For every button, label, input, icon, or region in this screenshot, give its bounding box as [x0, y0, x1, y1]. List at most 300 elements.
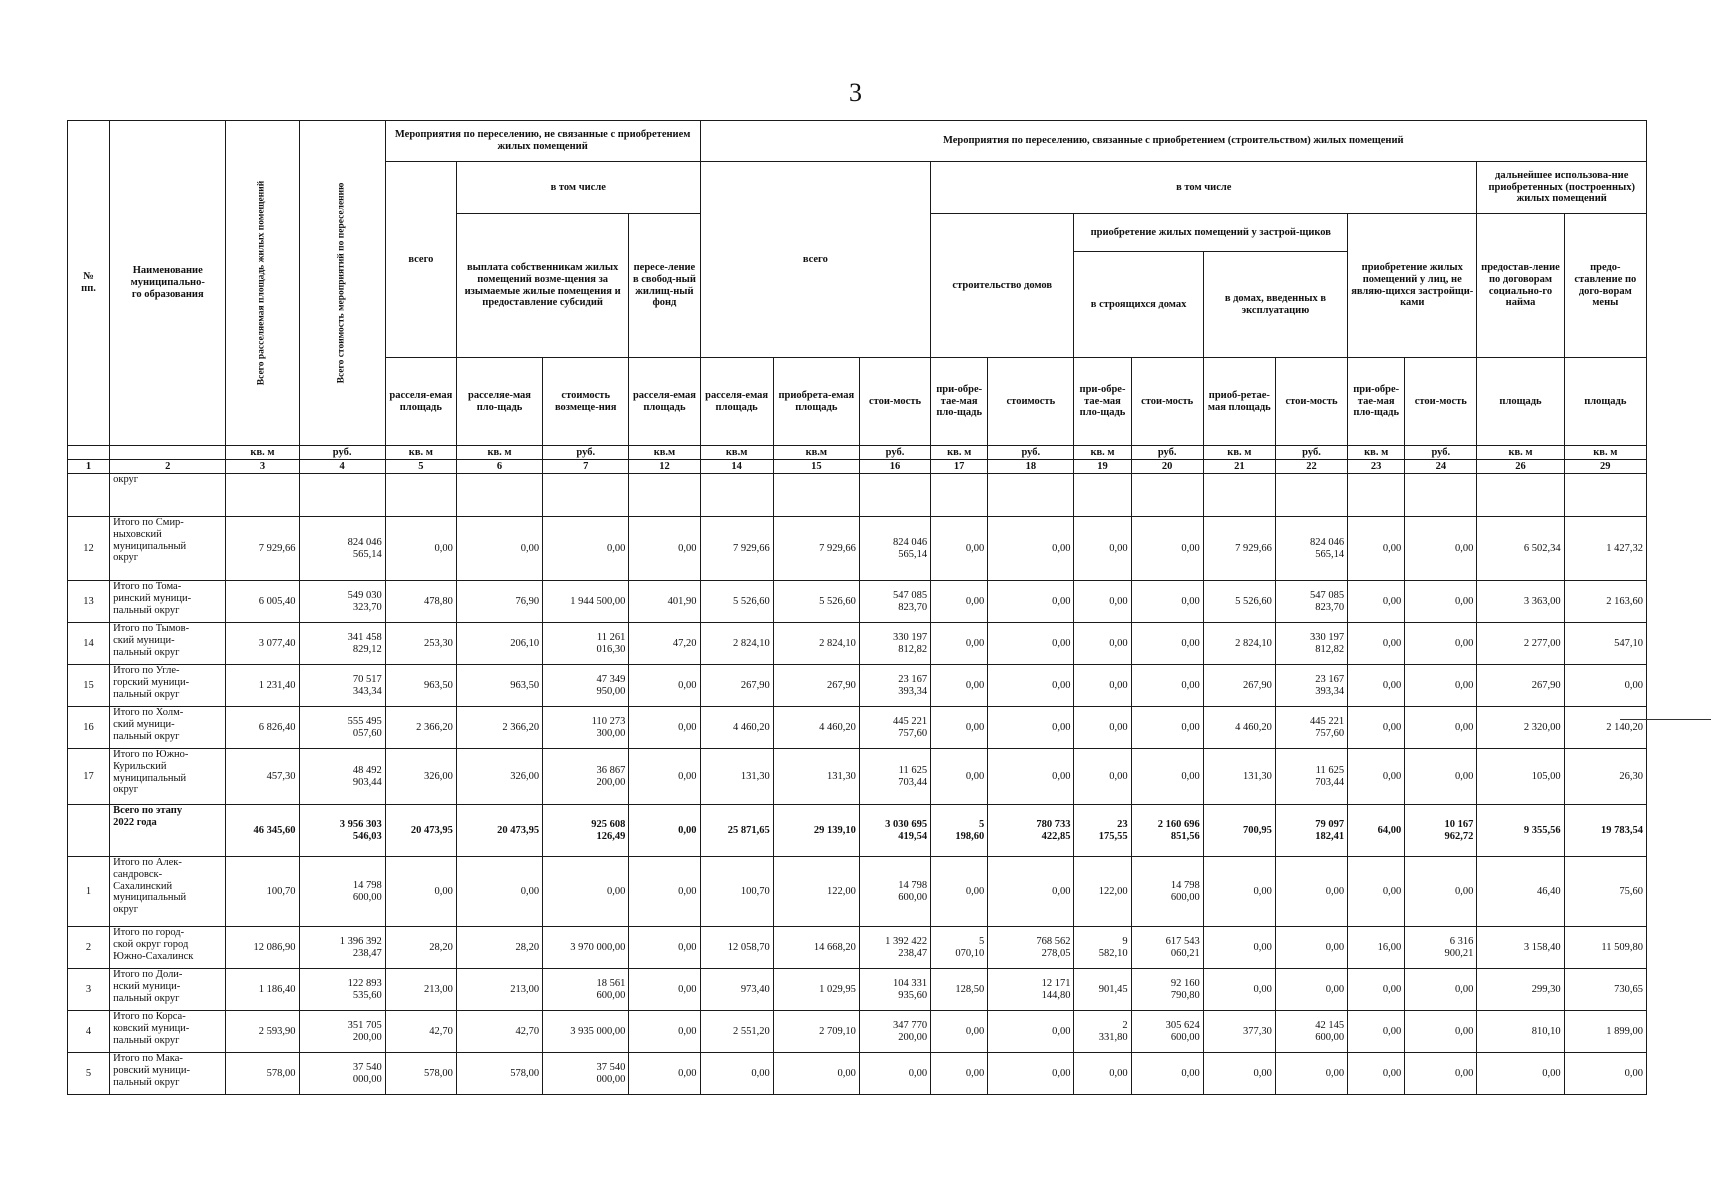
col-number: 29 — [1564, 460, 1646, 474]
row-value-cell: 213,00 — [456, 969, 542, 1011]
row-value-cell: 0,00 — [1074, 581, 1131, 623]
row-value-cell: 341 458 829,12 — [299, 623, 385, 665]
row-value-cell: 2 320,00 — [1477, 707, 1564, 749]
row-name: Итого по Смир- ныховский муниципальный округ — [110, 517, 226, 581]
sub-s12: расселя-емая площадь — [629, 358, 700, 446]
row-value-cell: 104 331 935,60 — [859, 969, 930, 1011]
row-value-cell: 0,00 — [859, 1053, 930, 1095]
row-value-cell: 0,00 — [931, 749, 988, 805]
col-number: 3 — [226, 460, 299, 474]
row-value-cell: 0,00 — [629, 927, 700, 969]
table-row — [68, 1053, 1647, 1095]
empty-cell — [68, 474, 110, 517]
row-value-cell: 0,00 — [629, 749, 700, 805]
row-name: Итого по город- ской округ город Южно-Сахалинск — [110, 927, 226, 969]
row-name: Итого по Холм- ский муници- пальный округ — [110, 707, 226, 749]
row-number: 15 — [68, 665, 110, 707]
row-value-cell: 6 502,34 — [1477, 517, 1564, 581]
row-value-cell: 5 526,60 — [700, 581, 773, 623]
row-value-cell: 20 473,95 — [456, 805, 542, 857]
row-number: 17 — [68, 749, 110, 805]
row-value-cell: 0,00 — [988, 517, 1074, 581]
row-value-cell: 1 029,95 — [773, 969, 859, 1011]
row-value-cell: 3 970 000,00 — [543, 927, 629, 969]
row-value-cell: 1 186,40 — [226, 969, 299, 1011]
unit-cell: кв.м — [700, 446, 773, 460]
row-number: 14 — [68, 623, 110, 665]
header-vsego: всего — [385, 162, 456, 358]
row-value-cell: 0,00 — [629, 517, 700, 581]
row-value-cell: 457,30 — [226, 749, 299, 805]
row-value-cell: 824 046 565,14 — [1275, 517, 1347, 581]
row-value-cell: 1 427,32 — [1564, 517, 1646, 581]
row-value-cell: 19 783,54 — [1564, 805, 1646, 857]
row-name: Итого по Угле- горский муници- пальный округ — [110, 665, 226, 707]
scan-artifact-line — [1620, 719, 1711, 720]
row-value-cell: 1 396 392 238,47 — [299, 927, 385, 969]
row-value-cell: 14 798 600,00 — [859, 857, 930, 927]
row-value-cell: 11 625 703,44 — [859, 749, 930, 805]
col-number: 4 — [299, 460, 385, 474]
row-value-cell: 0,00 — [1405, 623, 1477, 665]
row-value-cell: 28,20 — [456, 927, 542, 969]
row-value-cell: 18 561 600,00 — [543, 969, 629, 1011]
row-value-cell: 23 175,55 — [1074, 805, 1131, 857]
row-value-cell: 0,00 — [1074, 517, 1131, 581]
row-value-cell: 0,00 — [385, 857, 456, 927]
row-value-cell: 4 460,20 — [1203, 707, 1275, 749]
row-value-cell: 0,00 — [700, 1053, 773, 1095]
header-total-cost — [299, 121, 385, 446]
row-value-cell: 6 826,40 — [226, 707, 299, 749]
row-value-cell: 0,00 — [1074, 1053, 1131, 1095]
header-group-related: Мероприятия по переселению, связанные с приобретением (строительством) жилых помещений — [700, 121, 1646, 162]
row-value-cell: 37 540 000,00 — [543, 1053, 629, 1095]
table-row — [68, 749, 1647, 805]
row-value-cell: 0,00 — [1405, 665, 1477, 707]
row-value-cell: 547 085 823,70 — [859, 581, 930, 623]
row-value-cell: 0,00 — [1074, 623, 1131, 665]
row-value-cell: 617 543 060,21 — [1131, 927, 1203, 969]
row-value-cell: 9 355,56 — [1477, 805, 1564, 857]
row-value-cell: 0,00 — [988, 857, 1074, 927]
row-value-cell: 28,20 — [385, 927, 456, 969]
row-value-cell: 0,00 — [931, 581, 988, 623]
row-value-cell: 267,90 — [773, 665, 859, 707]
row-value-cell: 0,00 — [988, 1011, 1074, 1053]
row-value-cell: 3 935 000,00 — [543, 1011, 629, 1053]
row-value-cell: 92 160 790,80 — [1131, 969, 1203, 1011]
table-row — [68, 969, 1647, 1011]
row-name: Итого по Мака- ровский муници- пальный округ — [110, 1053, 226, 1095]
row-value-cell: 267,90 — [1203, 665, 1275, 707]
header-exchange: предо-ставление по дого-ворам мены — [1564, 214, 1646, 358]
row-value-cell: 122 893 535,60 — [299, 969, 385, 1011]
row-value-cell: 5 526,60 — [1203, 581, 1275, 623]
row-value-cell: 0,00 — [543, 857, 629, 927]
col-number: 2 — [110, 460, 226, 474]
row-name: Итого по Тома- ринский муници- пальный округ — [110, 581, 226, 623]
row-value-cell: 100,70 — [226, 857, 299, 927]
row-value-cell: 46 345,60 — [226, 805, 299, 857]
table-row — [68, 517, 1647, 581]
row-value-cell: 0,00 — [931, 1011, 988, 1053]
row-value-cell: 7 929,66 — [226, 517, 299, 581]
row-value-cell: 810,10 — [1477, 1011, 1564, 1053]
row-value-cell: 824 046 565,14 — [299, 517, 385, 581]
row-value-cell: 0,00 — [1348, 1053, 1405, 1095]
row-value-cell: 0,00 — [988, 665, 1074, 707]
row-value-cell: 578,00 — [226, 1053, 299, 1095]
sub-s22: стои-мость — [1275, 358, 1347, 446]
row-value-cell: 1 899,00 — [1564, 1011, 1646, 1053]
row-value-cell: 0,00 — [988, 1053, 1074, 1095]
row-value-cell: 3 158,40 — [1477, 927, 1564, 969]
table-row — [68, 623, 1647, 665]
empty-cell — [1405, 474, 1477, 517]
header-v-tom-chisle-2: в том числе — [931, 162, 1477, 214]
row-value-cell: 0,00 — [773, 1053, 859, 1095]
col-number: 5 — [385, 460, 456, 474]
resettlement-table — [67, 120, 1647, 1095]
header-in-construction: в строящихся домах — [1074, 252, 1203, 358]
row-value-cell: 0,00 — [1275, 857, 1347, 927]
sub-s5: расселя-емая площадь — [385, 358, 456, 446]
header-further-use: дальнейшее использова-ние приобретенных (построенных) жилых помещений — [1477, 162, 1647, 214]
header-group-not-related: Мероприятия по переселению, не связанные с приобретением жилых помещений — [385, 121, 700, 162]
row-value-cell: 3 363,00 — [1477, 581, 1564, 623]
sub-s17: при-обре-тае-мая пло-щадь — [931, 358, 988, 446]
table-row — [68, 665, 1647, 707]
row-value-cell: 0,00 — [1348, 707, 1405, 749]
row-value-cell: 963,50 — [385, 665, 456, 707]
row-value-cell: 0,00 — [1131, 581, 1203, 623]
unit-cell: руб. — [1275, 446, 1347, 460]
row-name: Итого по Тымов- ский муници- пальный округ — [110, 623, 226, 665]
sub-s23: при-обре-тае-мая пло-щадь — [1348, 358, 1405, 446]
row-value-cell: 0,00 — [1131, 665, 1203, 707]
header-total-area — [226, 121, 299, 446]
row-value-cell: 131,30 — [1203, 749, 1275, 805]
col-number: 22 — [1275, 460, 1347, 474]
row-value-cell: 2 824,10 — [773, 623, 859, 665]
row-value-cell: 0,00 — [1131, 623, 1203, 665]
empty-cell — [1564, 474, 1646, 517]
unit-cell: кв. м — [1477, 446, 1564, 460]
row-value-cell: 23 167 393,34 — [859, 665, 930, 707]
sub-s7: стоимость возмеще-ния — [543, 358, 629, 446]
sub-s29: площадь — [1564, 358, 1646, 446]
empty-cell — [1203, 474, 1275, 517]
row-value-cell: 5 198,60 — [931, 805, 988, 857]
row-value-cell: 14 668,20 — [773, 927, 859, 969]
row-value-cell: 105,00 — [1477, 749, 1564, 805]
unit-cell: руб. — [543, 446, 629, 460]
row-value-cell: 3 030 695 419,54 — [859, 805, 930, 857]
row-value-cell: 2 366,20 — [456, 707, 542, 749]
header-vsego-2: всего — [700, 162, 931, 358]
unit-cell: кв. м — [456, 446, 542, 460]
row-value-cell: 3 956 303 546,03 — [299, 805, 385, 857]
row-value-cell: 0,00 — [1348, 517, 1405, 581]
row-value-cell: 700,95 — [1203, 805, 1275, 857]
row-value-cell: 0,00 — [1477, 1053, 1564, 1095]
sub-s15: приобрета-емая площадь — [773, 358, 859, 446]
row-value-cell: 2 709,10 — [773, 1011, 859, 1053]
row-value-cell: 925 608 126,49 — [543, 805, 629, 857]
row-value-cell: 0,00 — [1405, 1053, 1477, 1095]
header-v-tom-chisle: в том числе — [456, 162, 700, 214]
row-number: 12 — [68, 517, 110, 581]
row-value-cell: 351 705 200,00 — [299, 1011, 385, 1053]
empty-cell — [629, 474, 700, 517]
row-value-cell: 16,00 — [1348, 927, 1405, 969]
empty-cell — [226, 474, 299, 517]
header-construction: строительство домов — [931, 214, 1074, 358]
sub-s20: стои-мость — [1131, 358, 1203, 446]
row-value-cell: 901,45 — [1074, 969, 1131, 1011]
row-value-cell: 213,00 — [385, 969, 456, 1011]
row-value-cell: 730,65 — [1564, 969, 1646, 1011]
row-value-cell: 48 492 903,44 — [299, 749, 385, 805]
row-value-cell: 0,00 — [1348, 1011, 1405, 1053]
row-value-cell: 445 221 757,60 — [1275, 707, 1347, 749]
row-value-cell: 6 005,40 — [226, 581, 299, 623]
unit-cell: руб. — [988, 446, 1074, 460]
row-value-cell: 36 867 200,00 — [543, 749, 629, 805]
col-number: 6 — [456, 460, 542, 474]
row-value-cell: 0,00 — [456, 857, 542, 927]
row-value-cell: 0,00 — [385, 517, 456, 581]
header-in-operation: в домах, введенных в эксплуатацию — [1203, 252, 1347, 358]
empty-cell — [931, 474, 988, 517]
row-value-cell: 0,00 — [629, 969, 700, 1011]
col-number: 12 — [629, 460, 700, 474]
row-value-cell: 0,00 — [1405, 969, 1477, 1011]
table-row — [68, 1011, 1647, 1053]
row-value-cell: 2 366,20 — [385, 707, 456, 749]
row-value-cell: 0,00 — [988, 749, 1074, 805]
row-value-cell: 12 171 144,80 — [988, 969, 1074, 1011]
row-value-cell: 76,90 — [456, 581, 542, 623]
row-value-cell: 0,00 — [629, 1011, 700, 1053]
row-number: 4 — [68, 1011, 110, 1053]
row-value-cell: 2 824,10 — [1203, 623, 1275, 665]
row-number: 1 — [68, 857, 110, 927]
row-value-cell: 0,00 — [629, 665, 700, 707]
row-value-cell: 0,00 — [1131, 707, 1203, 749]
row-value-cell: 555 495 057,60 — [299, 707, 385, 749]
row-value-cell: 780 733 422,85 — [988, 805, 1074, 857]
sub-s18: стоимость — [988, 358, 1074, 446]
row-value-cell: 26,30 — [1564, 749, 1646, 805]
row-value-cell: 42 145 600,00 — [1275, 1011, 1347, 1053]
unit-cell — [110, 446, 226, 460]
unit-cell: кв. м — [1074, 446, 1131, 460]
col-number: 19 — [1074, 460, 1131, 474]
row-value-cell: 0,00 — [1275, 1053, 1347, 1095]
row-value-cell: 0,00 — [1405, 517, 1477, 581]
header-acq-non-developers: приобретение жилых помещений у лиц, не являю-щихся застройщи-ками — [1348, 214, 1477, 358]
row-value-cell: 7 929,66 — [773, 517, 859, 581]
row-value-cell: 824 046 565,14 — [859, 517, 930, 581]
col-number: 1 — [68, 460, 110, 474]
row-value-cell: 11 261 016,30 — [543, 623, 629, 665]
row-value-cell: 326,00 — [385, 749, 456, 805]
empty-cell — [1074, 474, 1131, 517]
row-number: 16 — [68, 707, 110, 749]
empty-cell — [1348, 474, 1405, 517]
col-number: 7 — [543, 460, 629, 474]
row-value-cell: 70 517 343,34 — [299, 665, 385, 707]
unit-cell: кв.м — [773, 446, 859, 460]
unit-cell: кв. м — [1348, 446, 1405, 460]
row-name: Итого по Южно- Курильский муниципальный округ — [110, 749, 226, 805]
row-value-cell: 0,00 — [1348, 857, 1405, 927]
header-free-fund: пересе-ление в свобод-ный жилищ-ный фонд — [629, 214, 700, 358]
row-value-cell: 0,00 — [1348, 665, 1405, 707]
unit-cell: кв. м — [385, 446, 456, 460]
row-value-cell: 0,00 — [1074, 665, 1131, 707]
row-value-cell: 0,00 — [629, 805, 700, 857]
row-value-cell: 0,00 — [1405, 749, 1477, 805]
row-value-cell: 42,70 — [385, 1011, 456, 1053]
empty-cell — [859, 474, 930, 517]
row-value-cell: 0,00 — [1405, 857, 1477, 927]
row-value-cell: 0,00 — [931, 517, 988, 581]
table-row — [68, 581, 1647, 623]
row-value-cell: 0,00 — [1348, 749, 1405, 805]
row-value-cell: 1 944 500,00 — [543, 581, 629, 623]
sub-s19: при-обре-тае-мая пло-щадь — [1074, 358, 1131, 446]
row-value-cell: 0,00 — [931, 857, 988, 927]
row-value-cell: 64,00 — [1348, 805, 1405, 857]
row-value-cell: 0,00 — [1131, 1053, 1203, 1095]
row-name: Итого по Алек- сандровск- Сахалинский муниципальный округ — [110, 857, 226, 927]
header-row-1 — [68, 121, 1647, 162]
row-value-cell: 6 316 900,21 — [1405, 927, 1477, 969]
row-value-cell: 2 140,20 — [1564, 707, 1646, 749]
row-value-cell: 4 460,20 — [773, 707, 859, 749]
row-value-cell: 0,00 — [1131, 749, 1203, 805]
row-number — [68, 805, 110, 857]
row-value-cell: 963,50 — [456, 665, 542, 707]
header-social: предостав-ление по договорам социально-го найма — [1477, 214, 1564, 358]
row-value-cell: 0,00 — [1405, 581, 1477, 623]
row-value-cell: 330 197 812,82 — [859, 623, 930, 665]
row-value-cell: 0,00 — [1405, 1011, 1477, 1053]
row-value-cell: 0,00 — [1275, 969, 1347, 1011]
row-value-cell: 2 824,10 — [700, 623, 773, 665]
row-value-cell: 0,00 — [931, 1053, 988, 1095]
row-value-cell: 0,00 — [931, 665, 988, 707]
row-value-cell: 0,00 — [1275, 927, 1347, 969]
row-value-cell: 0,00 — [988, 581, 1074, 623]
row-value-cell: 768 562 278,05 — [988, 927, 1074, 969]
row-value-cell: 0,00 — [1348, 581, 1405, 623]
row-value-cell: 20 473,95 — [385, 805, 456, 857]
empty-cell — [1275, 474, 1347, 517]
row-value-cell: 0,00 — [1074, 707, 1131, 749]
row-value-cell: 1 392 422 238,47 — [859, 927, 930, 969]
row-number: 3 — [68, 969, 110, 1011]
sub-s6: расселяе-мая пло-щадь — [456, 358, 542, 446]
row-value-cell: 0,00 — [1564, 665, 1646, 707]
col-number: 24 — [1405, 460, 1477, 474]
unit-cell: кв. м — [1564, 446, 1646, 460]
row-value-cell: 5 526,60 — [773, 581, 859, 623]
unit-cell: кв.м — [629, 446, 700, 460]
row-value-cell: 2 277,00 — [1477, 623, 1564, 665]
empty-cell — [1131, 474, 1203, 517]
column-numbers-row — [68, 460, 1647, 474]
row-value-cell: 0,00 — [1203, 969, 1275, 1011]
fragment-row — [68, 474, 1647, 517]
row-number: 13 — [68, 581, 110, 623]
row-value-cell: 2 163,60 — [1564, 581, 1646, 623]
row-value-cell: 267,90 — [700, 665, 773, 707]
row-value-cell: 206,10 — [456, 623, 542, 665]
col-number: 21 — [1203, 460, 1275, 474]
row-value-cell: 75,60 — [1564, 857, 1646, 927]
row-value-cell: 42,70 — [456, 1011, 542, 1053]
row-value-cell: 79 097 182,41 — [1275, 805, 1347, 857]
row-value-cell: 0,00 — [1564, 1053, 1646, 1095]
empty-cell — [543, 474, 629, 517]
row-value-cell: 0,00 — [543, 517, 629, 581]
header-payout: выплата собственникам жилых помещений возме-щения за изымаемые жилые помещения и предоставление субсидий — [456, 214, 628, 358]
row-value-cell: 4 460,20 — [700, 707, 773, 749]
row-value-cell: 9 582,10 — [1074, 927, 1131, 969]
row-value-cell: 0,00 — [988, 623, 1074, 665]
empty-cell — [299, 474, 385, 517]
row-value-cell: 0,00 — [931, 623, 988, 665]
row-value-cell: 0,00 — [1203, 857, 1275, 927]
row-value-cell: 0,00 — [1405, 707, 1477, 749]
col-number: 23 — [1348, 460, 1405, 474]
table-row — [68, 805, 1647, 857]
empty-cell — [700, 474, 773, 517]
sub-s14: расселя-емая площадь — [700, 358, 773, 446]
unit-cell — [68, 446, 110, 460]
row-value-cell: 11 509,80 — [1564, 927, 1646, 969]
row-value-cell: 549 030 323,70 — [299, 581, 385, 623]
empty-cell — [385, 474, 456, 517]
row-value-cell: 973,40 — [700, 969, 773, 1011]
row-value-cell: 122,00 — [773, 857, 859, 927]
row-value-cell: 100,70 — [700, 857, 773, 927]
unit-cell: кв. м — [226, 446, 299, 460]
row-value-cell: 12 086,90 — [226, 927, 299, 969]
row-name: Итого по Доли- нский муници- пальный округ — [110, 969, 226, 1011]
empty-cell — [988, 474, 1074, 517]
row-value-cell: 305 624 600,00 — [1131, 1011, 1203, 1053]
row-value-cell: 547 085 823,70 — [1275, 581, 1347, 623]
row-value-cell: 131,30 — [700, 749, 773, 805]
unit-cell: руб. — [1131, 446, 1203, 460]
row-value-cell: 3 077,40 — [226, 623, 299, 665]
row-value-cell: 0,00 — [1203, 1053, 1275, 1095]
row-value-cell: 5 070,10 — [931, 927, 988, 969]
unit-cell: кв. м — [931, 446, 988, 460]
header-total-cost-text: Всего стоимость мероприятий по переселению — [336, 182, 347, 384]
row-value-cell: 23 167 393,34 — [1275, 665, 1347, 707]
row-value-cell: 0,00 — [1348, 623, 1405, 665]
row-value-cell: 0,00 — [456, 517, 542, 581]
row-value-cell: 7 929,66 — [1203, 517, 1275, 581]
row-value-cell: 0,00 — [629, 707, 700, 749]
row-name: Всего по этапу 2022 года — [110, 805, 226, 857]
